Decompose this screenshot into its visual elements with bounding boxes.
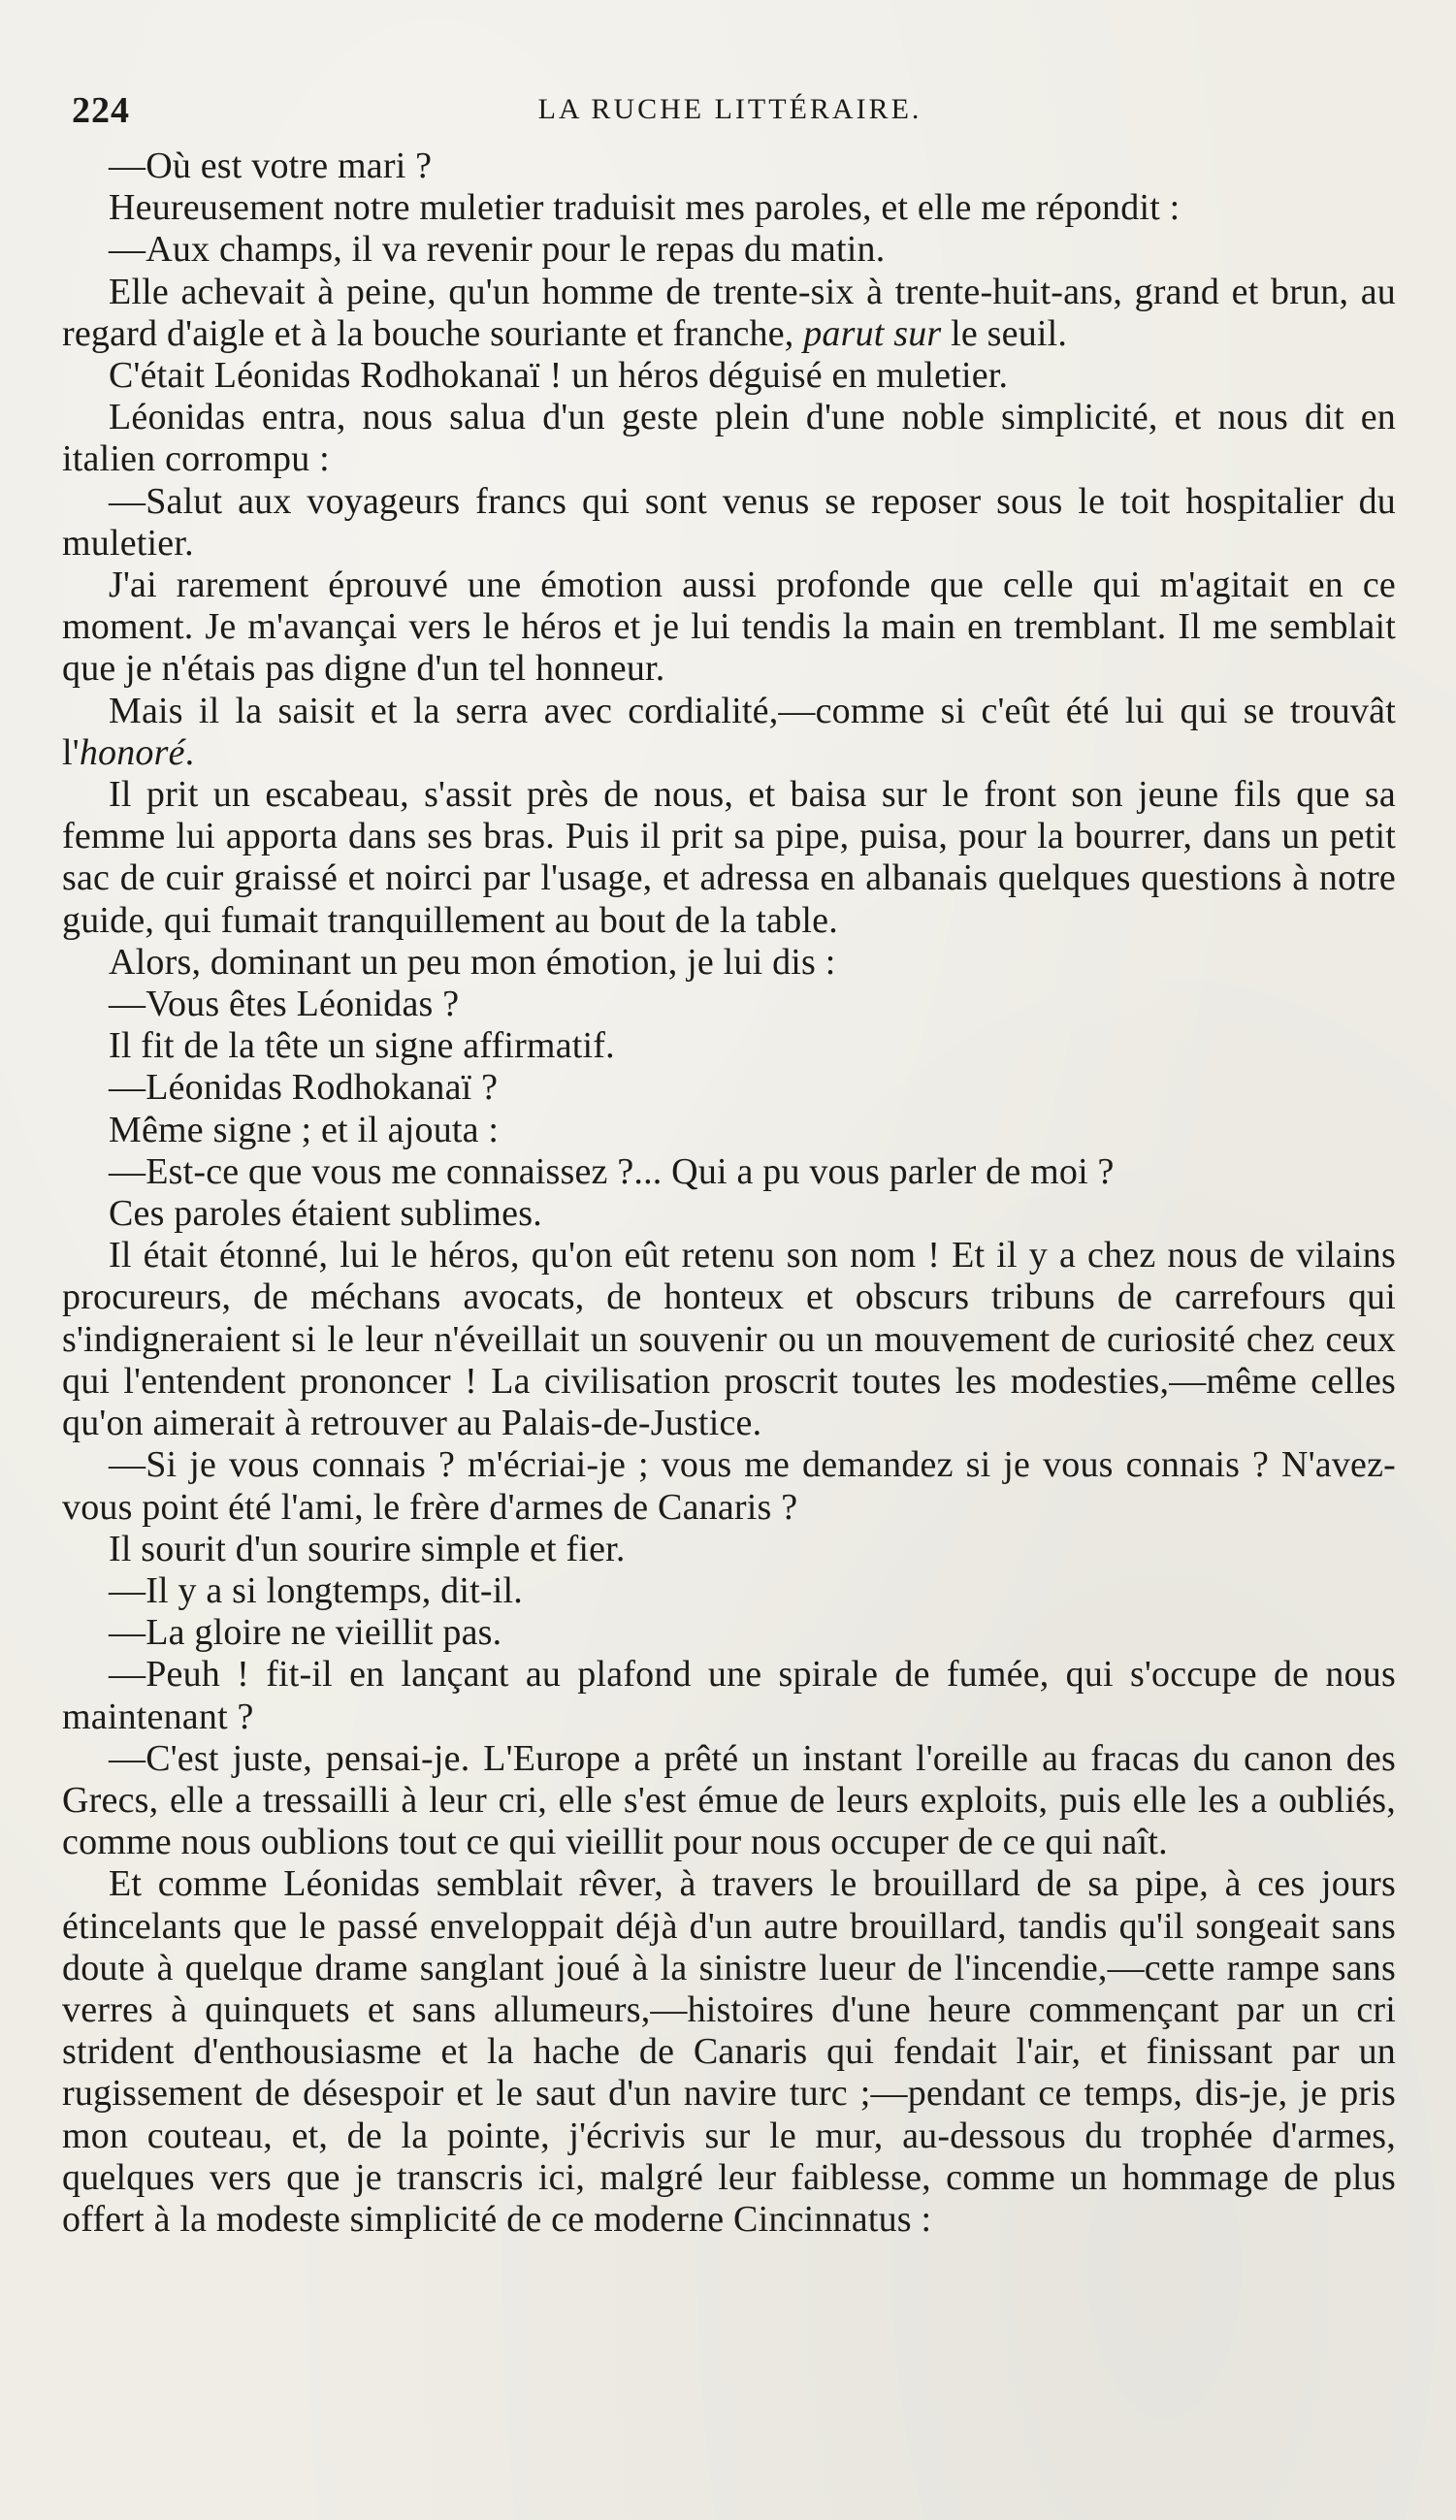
text-run: J'ai rarement éprouvé une émotion aussi profonde que celle qui m'agitait en ce moment. Je m'avançai vers le héros et je lui tendis la main en tremblant. Il me semblait que je n'étais pas digne d'un tel honneur. <box>62 565 1396 690</box>
paragraph <box>62 1863 1396 2241</box>
text-run: Heureusement notre muletier traduisit mes paroles, et elle me répondit : <box>109 187 1181 229</box>
text-run: le seuil. <box>941 312 1068 354</box>
text-run: Il fit de la tête un signe affirmatif. <box>109 1025 615 1067</box>
paragraph <box>62 1570 1396 1612</box>
text-run: Et comme Léonidas semblait rêver, à travers le brouillard de sa pipe, à ces jours étincelants que le passé enveloppait déjà d'un autre brouillard, tandis qu'il songeait sans doute à quelque drame sanglant joué à la sinistre lueur de l'incendie,—cette rampe sans verres à quinquets et sans allumeurs,—histoires d'une heure commençant par un cri strident d'enthousiasme et la hache de Canaris qui fendait l'air, et finissant par un rugissement de désespoir et le saut d'un navire turc ;—pendant ce temps, dis-je, je pris mon couteau, et, de la pointe, j'écrivis sur le mur, au-dessous du trophée d'armes, quelques vers que je transcris ici, malgré leur faiblesse, comme un hommage de plus offert à la modeste simplicité de ce moderne Cincinnatus : <box>62 1863 1396 2240</box>
paragraph <box>62 272 1396 355</box>
page-header <box>72 89 1388 138</box>
text-run: Mais il la saisit et la serra avec cordialité,—comme si c'eût été lui qui se trouvât l' <box>62 690 1396 773</box>
paragraph <box>62 1738 1396 1864</box>
text-run: —La gloire ne vieillit pas. <box>109 1612 502 1654</box>
paragraph <box>62 774 1396 942</box>
text-run: —Où est votre mari ? <box>109 145 433 186</box>
text-run: —C'est juste, pensai-je. L'Europe a prêté un instant l'oreille au fracas du canon des Grecs, elle a tressailli à leur cri, elle s'est émue de leurs exploits, puis elle les a oubliés, comme nous oublions tout ce qui vieillit pour nous occuper de ce qui naît. <box>62 1737 1396 1863</box>
paragraph <box>62 481 1396 565</box>
paragraph <box>62 187 1396 229</box>
paragraph <box>62 229 1396 271</box>
page-number: 224 <box>72 90 130 131</box>
text-run: Léonidas entra, nous salua d'un geste plein d'une noble simplicité, et nous dit en italien corrompu : <box>62 397 1396 480</box>
paragraph <box>62 145 1396 187</box>
italic-text: parut sur <box>803 312 942 354</box>
paragraph <box>62 1529 1396 1570</box>
paragraph <box>62 691 1396 774</box>
text-run: —Salut aux voyageurs francs qui sont venus se reposer sous le toit hospitalier du muletier. <box>62 480 1396 564</box>
paragraph <box>62 984 1396 1025</box>
text-run: Elle achevait à peine, qu'un homme de trente-six à trente-huit-ans, grand et brun, au regard d'aigle et à la bouche souriante et franche, <box>62 271 1396 354</box>
paragraph <box>62 1444 1396 1528</box>
paragraph <box>62 1654 1396 1737</box>
text-run: —Peuh ! fit-il en lançant au plafond une spirale de fumée, qui s'occupe de nous maintenant ? <box>62 1654 1396 1737</box>
italic-text: honoré <box>79 731 185 773</box>
text-run: Il sourit d'un sourire simple et fier. <box>109 1528 626 1569</box>
text-run: . <box>184 731 195 773</box>
text-run: —Est-ce que vous me connaissez ?... Qui a pu vous parler de moi ? <box>109 1150 1115 1192</box>
paragraph <box>62 1193 1396 1235</box>
paragraph <box>62 1235 1396 1444</box>
text-run: Il était étonné, lui le héros, qu'on eût retenu son nom ! Et il y a chez nous de vilains procureurs, de méchans avocats, de honteux et obscurs tribuns de carrefours qui s'indigneraient si le leur n'éveillait un souvenir ou un mouvement de curiosité chez ceux qui l'entendent prononcer ! La civilisation proscrit toutes les modesties,—même celles qu'on aimerait à retrouver au Palais-de-Justice. <box>62 1235 1396 1444</box>
text-run: Il prit un escabeau, s'assit près de nous, et baisa sur le front son jeune fils que sa femme lui apporta dans ses bras. Puis il prit sa pipe, puisa, pour la bourrer, dans un petit sac de cuir graissé et noirci par l'usage, et adressa en albanais quelques questions à notre guide, qui fumait tranquillement au bout de la table. <box>62 774 1396 941</box>
text-run: Alors, dominant un peu mon émotion, je lui dis : <box>109 941 836 983</box>
paragraph <box>62 397 1396 480</box>
paragraph <box>62 355 1396 397</box>
text-run: Ces paroles étaient sublimes. <box>109 1193 542 1235</box>
paragraph <box>62 1067 1396 1109</box>
paragraph <box>62 1612 1396 1654</box>
text-run: —Si je vous connais ? m'écriai-je ; vous me demandez si je vous connais ? N'avez-vous point été l'ami, le frère d'armes de Canaris ? <box>62 1444 1396 1528</box>
text-run: C'était Léonidas Rodhokanaï ! un héros déguisé en muletier. <box>109 355 1009 397</box>
paragraph <box>62 1151 1396 1193</box>
text-run: —Vous êtes Léonidas ? <box>109 984 460 1025</box>
text-run: —Aux champs, il va revenir pour le repas du matin. <box>109 229 886 271</box>
text-run: Même signe ; et il ajouta : <box>109 1109 500 1150</box>
paragraph <box>62 1110 1396 1151</box>
running-title: LA RUCHE LITTÉRAIRE. <box>537 93 922 125</box>
body-text <box>62 145 1396 2241</box>
paragraph <box>62 1025 1396 1067</box>
paragraph <box>62 942 1396 984</box>
paragraph <box>62 565 1396 691</box>
text-run: —Léonidas Rodhokanaï ? <box>109 1067 499 1109</box>
text-run: —Il y a si longtemps, dit-il. <box>109 1569 523 1611</box>
